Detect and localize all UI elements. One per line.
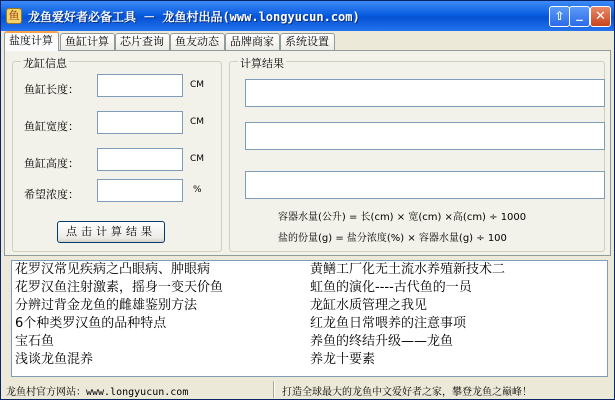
tank-info-group	[12, 57, 222, 252]
length-input[interactable]	[97, 74, 183, 97]
article-link[interactable]: 宝石鱼	[15, 334, 55, 349]
tab-tank[interactable]: 鱼缸计算	[60, 33, 115, 50]
window-title: 龙鱼爱好者必备工具 － 龙鱼村出品(www.longyucun.com)	[28, 10, 360, 24]
width-unit: CM	[190, 117, 205, 127]
salt-formula: 盐的份量(g) = 盐分浓度(%) × 容器水量(g) ÷ 100	[278, 233, 507, 244]
title-bar[interactable]	[1, 1, 614, 31]
site-info	[6, 383, 188, 398]
article-link[interactable]: 红龙鱼日常喂养的注意事项	[310, 316, 467, 331]
salinity-label: 希望浓度：	[24, 188, 79, 201]
article-link[interactable]: 分辨过背金龙鱼的雌雄鉴别方法	[15, 298, 198, 313]
slogan-text: 打造全球最大的龙鱼中文爱好者之家，攀登龙鱼之巅峰！	[282, 387, 532, 398]
tab-brands[interactable]: 品牌商家	[225, 33, 280, 50]
article-link[interactable]: 虹鱼的演化----古代鱼的一员	[310, 280, 472, 295]
article-list	[11, 260, 608, 377]
article-link[interactable]: 养龙十要素	[310, 352, 376, 367]
calculate-button[interactable]: 点击计算结果	[57, 221, 165, 243]
site-label: 龙鱼村官方网站：	[6, 387, 86, 398]
article-link[interactable]: 黄鳝工厂化无土流水养殖新技术二	[310, 262, 506, 277]
tab-news[interactable]: 鱼友动态	[170, 33, 225, 50]
height-unit: CM	[190, 154, 205, 164]
fish-app-icon: 鱼	[6, 8, 22, 24]
result-field-2[interactable]	[245, 122, 605, 150]
tab-settings[interactable]: 系统设置	[280, 33, 335, 50]
result-field-3[interactable]	[245, 171, 605, 199]
length-unit: CM	[190, 80, 205, 90]
up-arrow-icon[interactable]: ⇧	[549, 6, 570, 27]
close-button[interactable]: ✕	[590, 6, 611, 27]
article-link[interactable]: 养鱼的终结升级——龙鱼	[310, 334, 454, 349]
percent-unit: %	[193, 185, 202, 195]
width-input[interactable]	[97, 111, 183, 134]
salinity-input[interactable]	[97, 179, 183, 202]
height-label: 鱼缸高度：	[24, 157, 79, 170]
length-label: 鱼缸长度：	[24, 83, 79, 96]
article-link[interactable]: 龙缸水质管理之我见	[310, 298, 428, 313]
tab-chip[interactable]: 芯片查询	[115, 33, 170, 50]
salinity-panel	[4, 50, 611, 256]
tab-salinity[interactable]: 盐度计算	[4, 31, 59, 51]
status-bar	[1, 380, 614, 399]
height-input[interactable]	[97, 148, 183, 171]
article-link[interactable]: 6个种类罗汉鱼的品种特点	[15, 316, 167, 331]
tank-info-title: 龙缸信息	[23, 57, 67, 70]
article-link[interactable]: 花罗汉常见疾病之凸眼病、肿眼病	[15, 262, 211, 277]
status-divider	[273, 381, 275, 398]
minimize-button[interactable]: _	[569, 6, 590, 27]
volume-formula: 容器水量(公升) = 长(cm) × 宽(cm) ×高(cm) ÷ 1000	[278, 212, 527, 223]
results-title: 计算结果	[240, 57, 284, 70]
site-url-link[interactable]: www.longyucun.com	[86, 387, 189, 398]
width-label: 鱼缸宽度：	[24, 120, 79, 133]
article-link[interactable]: 花罗汉鱼注射激素，摇身一变天价鱼	[15, 280, 224, 295]
results-group	[229, 57, 605, 252]
article-link[interactable]: 浅谈龙鱼混养	[15, 352, 94, 367]
result-field-1[interactable]	[245, 79, 605, 107]
